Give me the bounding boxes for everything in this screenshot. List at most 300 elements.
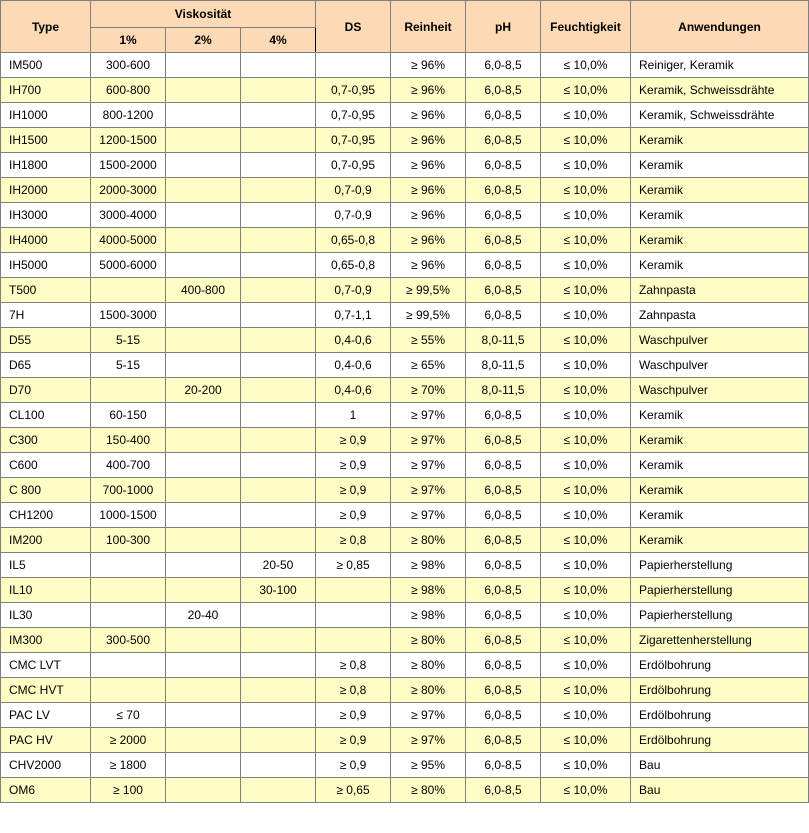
cell-viskositaet-2pct [166, 578, 241, 603]
cell-viskositaet-2pct [166, 728, 241, 753]
cell-reinheit: ≥ 97% [391, 403, 466, 428]
cell-type: 7H [1, 303, 91, 328]
cell-anwendungen: Keramik, Schweissdrähte [631, 103, 809, 128]
cell-viskositaet-1pct [91, 603, 166, 628]
cell-ds: 0,7-0,9 [316, 278, 391, 303]
cell-viskositaet-2pct [166, 403, 241, 428]
cell-viskositaet-4pct [241, 403, 316, 428]
header-viskositaet-2pct: 2% [166, 28, 241, 53]
cell-ph: 6,0-8,5 [466, 228, 541, 253]
cell-anwendungen: Bau [631, 753, 809, 778]
cell-feuchtigkeit: ≤ 10,0% [541, 228, 631, 253]
cell-reinheit: ≥ 98% [391, 578, 466, 603]
cell-type: CHV2000 [1, 753, 91, 778]
cell-viskositaet-1pct: 150-400 [91, 428, 166, 453]
table-row [1, 603, 809, 628]
table-row [1, 103, 809, 128]
cell-viskositaet-1pct: 1200-1500 [91, 128, 166, 153]
cell-anwendungen: Erdölbohrung [631, 728, 809, 753]
cell-feuchtigkeit: ≤ 10,0% [541, 53, 631, 78]
cell-reinheit: ≥ 97% [391, 703, 466, 728]
cell-anwendungen: Erdölbohrung [631, 678, 809, 703]
cell-viskositaet-2pct [166, 778, 241, 803]
cell-type: C600 [1, 453, 91, 478]
cell-ph: 8,0-11,5 [466, 328, 541, 353]
cell-ph: 6,0-8,5 [466, 278, 541, 303]
cell-ph: 6,0-8,5 [466, 203, 541, 228]
cell-reinheit: ≥ 97% [391, 453, 466, 478]
cell-reinheit: ≥ 80% [391, 628, 466, 653]
cell-ph: 6,0-8,5 [466, 253, 541, 278]
cell-feuchtigkeit: ≤ 10,0% [541, 478, 631, 503]
header-viskositaet: Viskosität [91, 1, 316, 28]
cell-feuchtigkeit: ≤ 10,0% [541, 628, 631, 653]
cell-viskositaet-2pct [166, 428, 241, 453]
cell-feuchtigkeit: ≤ 10,0% [541, 253, 631, 278]
cell-anwendungen: Keramik [631, 128, 809, 153]
cell-viskositaet-2pct [166, 78, 241, 103]
table-row [1, 403, 809, 428]
cell-reinheit: ≥ 97% [391, 428, 466, 453]
cell-ds [316, 603, 391, 628]
cell-viskositaet-1pct: 60-150 [91, 403, 166, 428]
cell-viskositaet-2pct [166, 478, 241, 503]
cell-ph: 6,0-8,5 [466, 678, 541, 703]
cell-viskositaet-2pct [166, 528, 241, 553]
cell-ds: 0,7-0,95 [316, 78, 391, 103]
cell-viskositaet-1pct [91, 578, 166, 603]
cell-viskositaet-1pct [91, 678, 166, 703]
table-row [1, 428, 809, 453]
cell-viskositaet-4pct [241, 728, 316, 753]
cell-viskositaet-4pct [241, 653, 316, 678]
cell-ds: ≥ 0,8 [316, 653, 391, 678]
cell-viskositaet-2pct: 400-800 [166, 278, 241, 303]
cell-reinheit: ≥ 96% [391, 178, 466, 203]
cell-viskositaet-4pct [241, 678, 316, 703]
cell-anwendungen: Zahnpasta [631, 278, 809, 303]
cell-anwendungen: Erdölbohrung [631, 703, 809, 728]
cell-viskositaet-2pct [166, 178, 241, 203]
cell-anwendungen: Papierherstellung [631, 553, 809, 578]
cell-ph: 6,0-8,5 [466, 653, 541, 678]
cell-ph: 6,0-8,5 [466, 53, 541, 78]
cell-ds: 0,7-0,95 [316, 103, 391, 128]
cell-type: PAC HV [1, 728, 91, 753]
table-row [1, 778, 809, 803]
table-row [1, 53, 809, 78]
cell-reinheit: ≥ 97% [391, 478, 466, 503]
cell-viskositaet-2pct [166, 53, 241, 78]
table-row [1, 453, 809, 478]
cell-reinheit: ≥ 96% [391, 203, 466, 228]
cell-viskositaet-1pct: 1500-2000 [91, 153, 166, 178]
cell-ds [316, 578, 391, 603]
cell-ds: ≥ 0,9 [316, 428, 391, 453]
cell-feuchtigkeit: ≤ 10,0% [541, 378, 631, 403]
cell-reinheit: ≥ 80% [391, 528, 466, 553]
table-row [1, 278, 809, 303]
cell-type: D70 [1, 378, 91, 403]
cell-feuchtigkeit: ≤ 10,0% [541, 528, 631, 553]
cell-anwendungen: Keramik [631, 503, 809, 528]
cell-feuchtigkeit: ≤ 10,0% [541, 753, 631, 778]
table-row [1, 253, 809, 278]
cell-type: IM300 [1, 628, 91, 653]
cell-type: IH700 [1, 78, 91, 103]
cell-ph: 6,0-8,5 [466, 628, 541, 653]
cell-viskositaet-4pct [241, 603, 316, 628]
cell-ds: 0,7-0,95 [316, 153, 391, 178]
cell-viskositaet-2pct: 20-40 [166, 603, 241, 628]
cell-ds: 0,65-0,8 [316, 253, 391, 278]
cell-viskositaet-4pct [241, 278, 316, 303]
cell-viskositaet-2pct [166, 553, 241, 578]
cell-viskositaet-2pct [166, 353, 241, 378]
cell-viskositaet-2pct [166, 503, 241, 528]
cell-viskositaet-2pct [166, 228, 241, 253]
cell-type: IL10 [1, 578, 91, 603]
cell-feuchtigkeit: ≤ 10,0% [541, 778, 631, 803]
cell-feuchtigkeit: ≤ 10,0% [541, 303, 631, 328]
cell-viskositaet-1pct: 600-800 [91, 78, 166, 103]
cell-viskositaet-4pct [241, 503, 316, 528]
cell-reinheit: ≥ 80% [391, 778, 466, 803]
cell-ph: 6,0-8,5 [466, 528, 541, 553]
cell-feuchtigkeit: ≤ 10,0% [541, 128, 631, 153]
cell-ds: ≥ 0,9 [316, 453, 391, 478]
cell-feuchtigkeit: ≤ 10,0% [541, 353, 631, 378]
cell-viskositaet-2pct: 20-200 [166, 378, 241, 403]
cell-anwendungen: Erdölbohrung [631, 653, 809, 678]
cell-type: PAC LV [1, 703, 91, 728]
cell-anwendungen: Keramik [631, 453, 809, 478]
cell-ph: 6,0-8,5 [466, 103, 541, 128]
cell-feuchtigkeit: ≤ 10,0% [541, 278, 631, 303]
cell-ph: 6,0-8,5 [466, 603, 541, 628]
cell-anwendungen: Papierherstellung [631, 603, 809, 628]
cell-feuchtigkeit: ≤ 10,0% [541, 653, 631, 678]
cell-feuchtigkeit: ≤ 10,0% [541, 103, 631, 128]
cell-viskositaet-1pct: 700-1000 [91, 478, 166, 503]
cell-viskositaet-4pct [241, 203, 316, 228]
table-row [1, 353, 809, 378]
cell-reinheit: ≥ 99,5% [391, 303, 466, 328]
table-row [1, 178, 809, 203]
cell-ph: 6,0-8,5 [466, 553, 541, 578]
cell-anwendungen: Waschpulver [631, 378, 809, 403]
cell-viskositaet-1pct: 400-700 [91, 453, 166, 478]
cell-type: D65 [1, 353, 91, 378]
cell-viskositaet-1pct: 5-15 [91, 328, 166, 353]
cell-ds: ≥ 0,8 [316, 678, 391, 703]
cell-viskositaet-2pct [166, 153, 241, 178]
cell-reinheit: ≥ 80% [391, 678, 466, 703]
table-body [1, 53, 809, 803]
cell-viskositaet-4pct [241, 228, 316, 253]
cell-feuchtigkeit: ≤ 10,0% [541, 503, 631, 528]
cell-viskositaet-2pct [166, 203, 241, 228]
cell-feuchtigkeit: ≤ 10,0% [541, 78, 631, 103]
cell-ph: 6,0-8,5 [466, 403, 541, 428]
cell-ph: 6,0-8,5 [466, 578, 541, 603]
cell-ph: 6,0-8,5 [466, 728, 541, 753]
cell-ph: 6,0-8,5 [466, 478, 541, 503]
table-header [1, 1, 809, 53]
cell-anwendungen: Zahnpasta [631, 303, 809, 328]
cell-type: CMC HVT [1, 678, 91, 703]
cell-viskositaet-2pct [166, 628, 241, 653]
cell-viskositaet-1pct: 4000-5000 [91, 228, 166, 253]
cell-ds: ≥ 0,9 [316, 728, 391, 753]
cell-viskositaet-2pct [166, 678, 241, 703]
cell-ph: 8,0-11,5 [466, 353, 541, 378]
cell-ds: 0,4-0,6 [316, 378, 391, 403]
table-row [1, 728, 809, 753]
cell-viskositaet-2pct [166, 653, 241, 678]
cell-ph: 6,0-8,5 [466, 753, 541, 778]
cell-reinheit: ≥ 96% [391, 78, 466, 103]
cell-anwendungen: Keramik, Schweissdrähte [631, 78, 809, 103]
cell-viskositaet-1pct: ≥ 100 [91, 778, 166, 803]
cell-viskositaet-1pct: 300-500 [91, 628, 166, 653]
cell-viskositaet-1pct: 5000-6000 [91, 253, 166, 278]
cell-ph: 8,0-11,5 [466, 378, 541, 403]
cell-reinheit: ≥ 97% [391, 728, 466, 753]
header-viskositaet-1pct: 1% [91, 28, 166, 53]
cell-viskositaet-1pct: ≤ 70 [91, 703, 166, 728]
cell-ds [316, 53, 391, 78]
cell-viskositaet-1pct [91, 378, 166, 403]
cell-anwendungen: Bau [631, 778, 809, 803]
cell-viskositaet-2pct [166, 303, 241, 328]
cell-viskositaet-1pct: 2000-3000 [91, 178, 166, 203]
table-row [1, 628, 809, 653]
cell-anwendungen: Keramik [631, 428, 809, 453]
cell-feuchtigkeit: ≤ 10,0% [541, 603, 631, 628]
cell-viskositaet-4pct [241, 53, 316, 78]
cell-viskositaet-4pct [241, 478, 316, 503]
cell-feuchtigkeit: ≤ 10,0% [541, 153, 631, 178]
table-row [1, 228, 809, 253]
cell-anwendungen: Keramik [631, 203, 809, 228]
table-row [1, 478, 809, 503]
cell-type: D55 [1, 328, 91, 353]
table-row [1, 128, 809, 153]
cell-viskositaet-4pct [241, 528, 316, 553]
cell-reinheit: ≥ 96% [391, 253, 466, 278]
cell-reinheit: ≥ 99,5% [391, 278, 466, 303]
cell-viskositaet-4pct [241, 753, 316, 778]
cell-type: C 800 [1, 478, 91, 503]
cell-ds: 1 [316, 403, 391, 428]
cell-reinheit: ≥ 96% [391, 53, 466, 78]
cell-type: T500 [1, 278, 91, 303]
cell-ph: 6,0-8,5 [466, 78, 541, 103]
cell-viskositaet-4pct [241, 153, 316, 178]
cell-type: OM6 [1, 778, 91, 803]
cell-type: IH1500 [1, 128, 91, 153]
table-row [1, 528, 809, 553]
cell-feuchtigkeit: ≤ 10,0% [541, 403, 631, 428]
cell-feuchtigkeit: ≤ 10,0% [541, 328, 631, 353]
cell-ds: 0,4-0,6 [316, 328, 391, 353]
cell-reinheit: ≥ 70% [391, 378, 466, 403]
cell-type: IM500 [1, 53, 91, 78]
cell-ph: 6,0-8,5 [466, 428, 541, 453]
cell-reinheit: ≥ 98% [391, 553, 466, 578]
cell-ph: 6,0-8,5 [466, 703, 541, 728]
cell-viskositaet-4pct: 20-50 [241, 553, 316, 578]
cell-feuchtigkeit: ≤ 10,0% [541, 178, 631, 203]
header-ph: pH [466, 1, 541, 53]
cell-reinheit: ≥ 96% [391, 103, 466, 128]
cell-type: IH3000 [1, 203, 91, 228]
cell-ds: 0,7-1,1 [316, 303, 391, 328]
cell-viskositaet-4pct [241, 628, 316, 653]
cell-viskositaet-1pct: 5-15 [91, 353, 166, 378]
table-row [1, 578, 809, 603]
cell-viskositaet-2pct [166, 703, 241, 728]
cell-ds [316, 628, 391, 653]
table-row [1, 553, 809, 578]
cell-ds: ≥ 0,9 [316, 703, 391, 728]
header-anwendungen: Anwendungen [631, 1, 809, 53]
cell-viskositaet-4pct [241, 78, 316, 103]
cell-viskositaet-4pct [241, 378, 316, 403]
cell-anwendungen: Keramik [631, 153, 809, 178]
cell-type: CMC LVT [1, 653, 91, 678]
cell-reinheit: ≥ 55% [391, 328, 466, 353]
header-ds: DS [316, 1, 391, 53]
cell-feuchtigkeit: ≤ 10,0% [541, 428, 631, 453]
cell-viskositaet-1pct: 1500-3000 [91, 303, 166, 328]
table-row [1, 328, 809, 353]
cell-anwendungen: Papierherstellung [631, 578, 809, 603]
cell-ds: 0,65-0,8 [316, 228, 391, 253]
cell-ds: 0,4-0,6 [316, 353, 391, 378]
cell-viskositaet-1pct [91, 553, 166, 578]
cell-ds: 0,7-0,9 [316, 203, 391, 228]
cell-ds: ≥ 0,9 [316, 753, 391, 778]
cell-viskositaet-1pct [91, 278, 166, 303]
cell-viskositaet-1pct: 1000-1500 [91, 503, 166, 528]
cell-anwendungen: Zigarettenherstellung [631, 628, 809, 653]
cell-viskositaet-4pct [241, 178, 316, 203]
cell-viskositaet-1pct [91, 653, 166, 678]
cell-viskositaet-2pct [166, 753, 241, 778]
cell-anwendungen: Keramik [631, 403, 809, 428]
table-row [1, 753, 809, 778]
cell-anwendungen: Waschpulver [631, 328, 809, 353]
cell-anwendungen: Reiniger, Keramik [631, 53, 809, 78]
cell-ph: 6,0-8,5 [466, 303, 541, 328]
cell-viskositaet-1pct: 100-300 [91, 528, 166, 553]
header-feuchtigkeit: Feuchtigkeit [541, 1, 631, 53]
cell-viskositaet-4pct [241, 103, 316, 128]
cell-viskositaet-1pct: ≥ 1800 [91, 753, 166, 778]
cell-ds: 0,7-0,9 [316, 178, 391, 203]
cell-type: CL100 [1, 403, 91, 428]
cell-type: IH4000 [1, 228, 91, 253]
cell-reinheit: ≥ 97% [391, 503, 466, 528]
table-row [1, 203, 809, 228]
cell-reinheit: ≥ 96% [391, 153, 466, 178]
cell-ds: 0,7-0,95 [316, 128, 391, 153]
cell-anwendungen: Keramik [631, 178, 809, 203]
table-row [1, 78, 809, 103]
cell-ph: 6,0-8,5 [466, 128, 541, 153]
cell-anwendungen: Keramik [631, 228, 809, 253]
cell-type: CH1200 [1, 503, 91, 528]
cell-reinheit: ≥ 96% [391, 228, 466, 253]
table-row [1, 303, 809, 328]
table-row [1, 153, 809, 178]
cell-type: IH1800 [1, 153, 91, 178]
cell-anwendungen: Waschpulver [631, 353, 809, 378]
cell-ds: ≥ 0,9 [316, 503, 391, 528]
cell-reinheit: ≥ 80% [391, 653, 466, 678]
cell-anwendungen: Keramik [631, 253, 809, 278]
cell-viskositaet-4pct [241, 353, 316, 378]
header-type: Type [1, 1, 91, 53]
cell-viskositaet-2pct [166, 253, 241, 278]
cell-viskositaet-1pct: 3000-4000 [91, 203, 166, 228]
cell-viskositaet-4pct [241, 453, 316, 478]
cell-viskositaet-2pct [166, 103, 241, 128]
cell-type: C300 [1, 428, 91, 453]
cell-type: IM200 [1, 528, 91, 553]
table-row [1, 653, 809, 678]
cell-feuchtigkeit: ≤ 10,0% [541, 553, 631, 578]
cell-ds: ≥ 0,65 [316, 778, 391, 803]
cell-viskositaet-4pct [241, 703, 316, 728]
cell-ds: ≥ 0,85 [316, 553, 391, 578]
cell-viskositaet-1pct: 800-1200 [91, 103, 166, 128]
cell-reinheit: ≥ 65% [391, 353, 466, 378]
table-row [1, 678, 809, 703]
cell-viskositaet-4pct [241, 303, 316, 328]
cell-viskositaet-2pct [166, 128, 241, 153]
table-row [1, 703, 809, 728]
cell-ph: 6,0-8,5 [466, 178, 541, 203]
cell-type: IH2000 [1, 178, 91, 203]
cell-anwendungen: Keramik [631, 478, 809, 503]
cell-type: IH1000 [1, 103, 91, 128]
cell-feuchtigkeit: ≤ 10,0% [541, 728, 631, 753]
cell-viskositaet-4pct [241, 128, 316, 153]
cell-ph: 6,0-8,5 [466, 453, 541, 478]
cell-ds: ≥ 0,8 [316, 528, 391, 553]
cell-type: IL30 [1, 603, 91, 628]
cell-viskositaet-4pct [241, 428, 316, 453]
cell-viskositaet-4pct [241, 778, 316, 803]
cell-feuchtigkeit: ≤ 10,0% [541, 703, 631, 728]
cell-type: IL5 [1, 553, 91, 578]
cell-viskositaet-2pct [166, 453, 241, 478]
header-reinheit: Reinheit [391, 1, 466, 53]
cell-ph: 6,0-8,5 [466, 153, 541, 178]
cell-ph: 6,0-8,5 [466, 778, 541, 803]
cell-feuchtigkeit: ≤ 10,0% [541, 453, 631, 478]
cell-feuchtigkeit: ≤ 10,0% [541, 678, 631, 703]
header-viskositaet-4pct: 4% [241, 28, 316, 53]
cell-ds: ≥ 0,9 [316, 478, 391, 503]
cell-ph: 6,0-8,5 [466, 503, 541, 528]
cell-viskositaet-1pct: 300-600 [91, 53, 166, 78]
table-row [1, 503, 809, 528]
cell-viskositaet-4pct [241, 328, 316, 353]
